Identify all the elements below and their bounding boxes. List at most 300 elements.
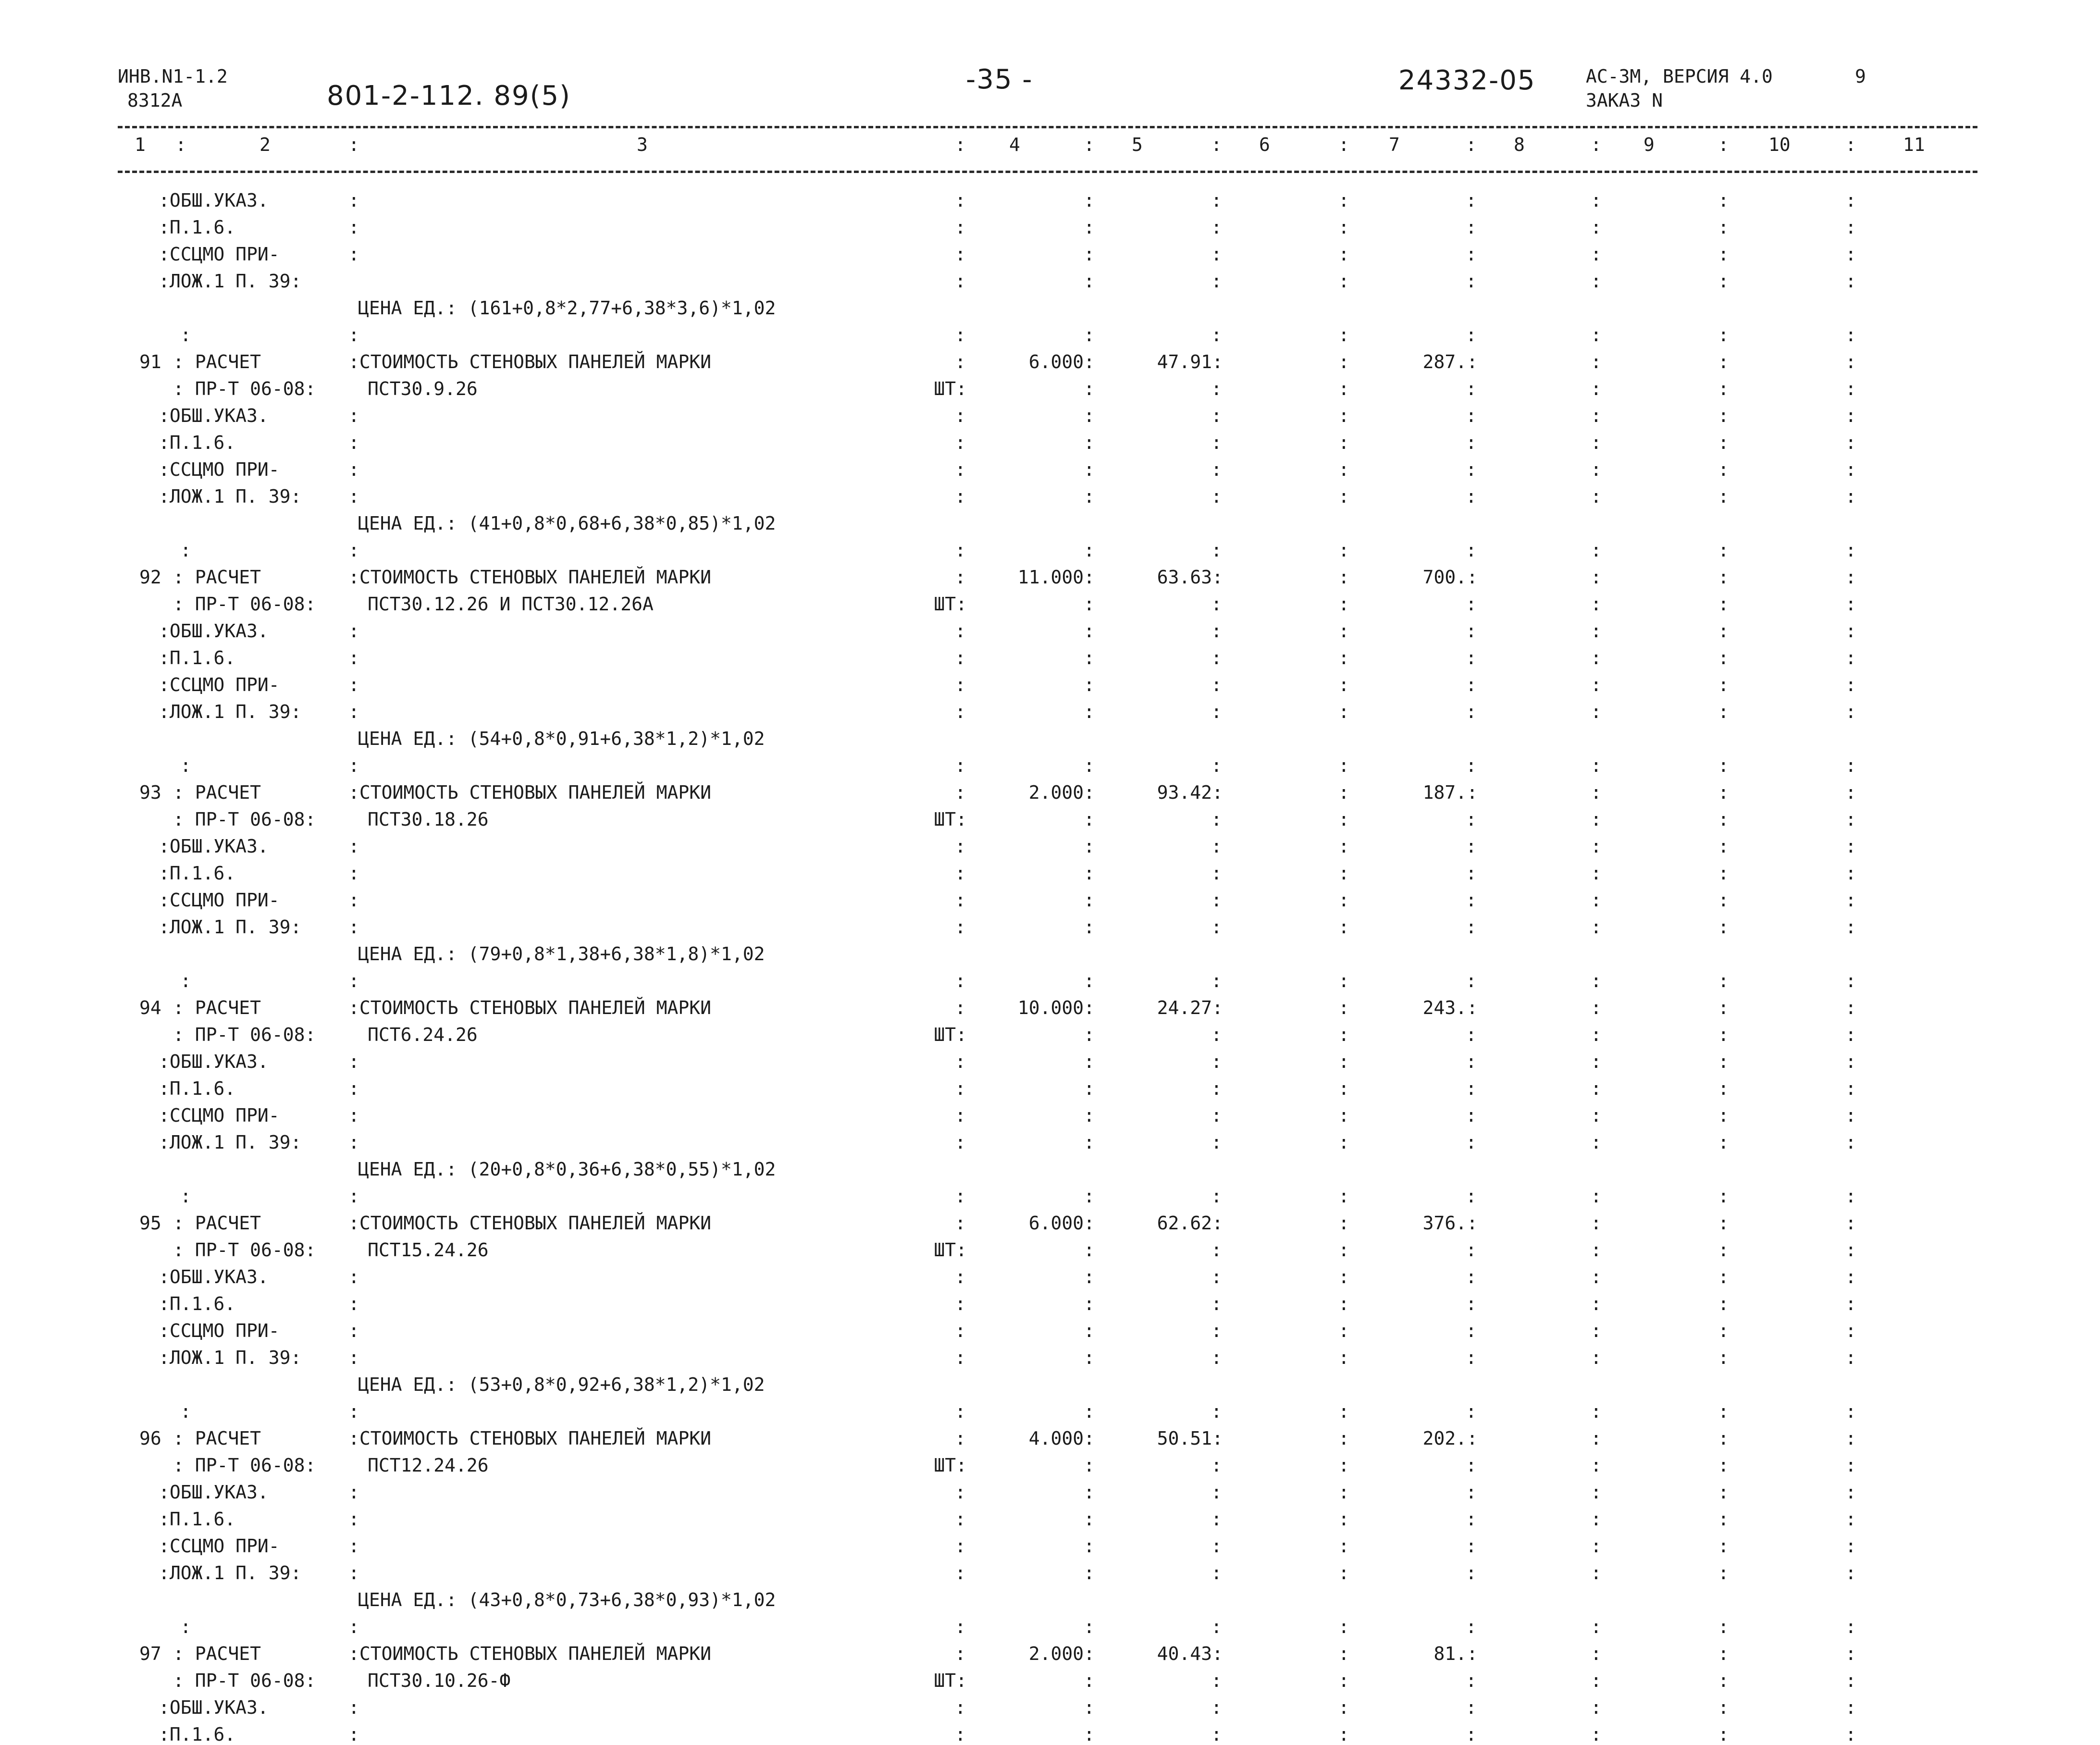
column-separator: :: [348, 217, 359, 238]
column-separator: :: [1084, 1562, 1095, 1584]
basis-reference: : РАСЧЕТ: [173, 1428, 261, 1449]
column-separator: :: [1211, 674, 1222, 695]
column-separator: :: [1591, 647, 1602, 668]
column-separator: :: [1084, 1535, 1095, 1557]
column-separator: :: [1211, 1320, 1222, 1341]
column-separator: :: [1718, 1105, 1729, 1126]
total-cost-value: 202.:: [1422, 1428, 1478, 1449]
column-separator: :: [1718, 916, 1729, 938]
column-separator: :: [1466, 1078, 1477, 1099]
column-separator: :: [1466, 134, 1477, 155]
column-separator: :: [1084, 647, 1095, 668]
column-number: 1: [135, 134, 146, 155]
unit-of-measure: ШТ:: [934, 1239, 967, 1261]
column-separator: :: [955, 190, 966, 211]
column-separator: :: [955, 1051, 966, 1072]
column-separator: :: [1466, 1670, 1477, 1691]
column-separator: :: [1718, 271, 1729, 292]
column-separator: :: [1591, 540, 1602, 561]
document-number: 24332-05: [1398, 65, 1536, 96]
column-separator: :: [1466, 1051, 1477, 1072]
column-separator: :: [1084, 1401, 1095, 1422]
column-separator: :: [1338, 674, 1349, 695]
column-separator: :: [1718, 432, 1729, 453]
column-separator: :: [1211, 701, 1222, 722]
column-separator: :: [955, 1643, 966, 1664]
column-separator: :: [1466, 1455, 1477, 1476]
panel-mark: ПСТ30.12.26 И ПСТ30.12.26А: [368, 594, 654, 615]
column-separator: :: [1591, 1186, 1602, 1207]
column-separator: :: [1211, 540, 1222, 561]
basis-reference: :ССЦМО ПРИ-: [159, 1535, 280, 1557]
column-separator: :: [1718, 997, 1729, 1018]
basis-reference: : РАСЧЕТ: [173, 997, 261, 1018]
column-separator: :: [1718, 647, 1729, 668]
column-separator: :: [1338, 1213, 1349, 1234]
column-separator: :: [955, 1186, 966, 1207]
basis-reference: :ОБШ.УКАЗ.: [159, 190, 269, 211]
column-separator: :: [1338, 1670, 1349, 1691]
column-separator: :: [1591, 1239, 1602, 1261]
unit-price-formula: ЦЕНА ЕД.: (20+0,8*0,36+6,38*0,55)*1,02: [358, 1159, 776, 1180]
total-cost-value: 700.:: [1422, 567, 1478, 588]
column-separator: :: [1718, 594, 1729, 615]
basis-reference: : ПР-Т 06-08:: [173, 594, 316, 615]
column-separator: :: [1211, 1239, 1222, 1261]
column-separator: :: [1084, 432, 1095, 453]
column-separator: :: [1718, 1535, 1729, 1557]
column-separator: :: [348, 1320, 359, 1341]
column-separator: :: [955, 1320, 966, 1341]
column-separator: :: [1718, 1670, 1729, 1691]
column-separator: :: [1591, 1616, 1602, 1637]
column-separator: :: [1718, 405, 1729, 426]
entry-description: :СТОИМОСТЬ СТЕНОВЫХ ПАНЕЛЕЙ МАРКИ: [348, 1428, 711, 1449]
column-separator: :: [348, 916, 359, 938]
total-cost-value: 287.:: [1422, 351, 1478, 372]
column-separator: :: [955, 1078, 966, 1099]
column-separator: :: [1718, 970, 1729, 991]
basis-reference: :ОБШ.УКАЗ.: [159, 1051, 269, 1072]
column-separator: :: [1466, 432, 1477, 453]
entry-description: :СТОИМОСТЬ СТЕНОВЫХ ПАНЕЛЕЙ МАРКИ: [348, 997, 711, 1018]
header-rule-bottom: [118, 171, 1977, 173]
column-separator: :: [1718, 1482, 1729, 1503]
column-separator: :: [1591, 1078, 1602, 1099]
column-separator: :: [1211, 809, 1222, 830]
column-separator: :: [348, 432, 359, 453]
column-separator: :: [1591, 1535, 1602, 1557]
column-separator: :: [1466, 809, 1477, 830]
unit-price-value: 93.42:: [1157, 782, 1223, 803]
column-separator: :: [1338, 405, 1349, 426]
unit-price-formula: ЦЕНА ЕД.: (41+0,8*0,68+6,38*0,85)*1,02: [358, 513, 776, 534]
column-separator: :: [1084, 1239, 1095, 1261]
column-separator: :: [1466, 1105, 1477, 1126]
column-separator: :: [955, 1347, 966, 1368]
column-separator: :: [1211, 1535, 1222, 1557]
column-separator: :: [1591, 405, 1602, 426]
column-separator: :: [1466, 1616, 1477, 1637]
column-separator: :: [1211, 271, 1222, 292]
column-separator: :: [1718, 1024, 1729, 1045]
unit-price-value: 24.27:: [1157, 997, 1223, 1018]
column-separator: :: [955, 836, 966, 857]
column-separator: :: [1338, 809, 1349, 830]
column-separator: :: [1718, 620, 1729, 642]
column-separator: :: [1591, 271, 1602, 292]
column-separator: :: [1338, 863, 1349, 884]
column-separator: :: [1084, 836, 1095, 857]
unit-of-measure: ШТ:: [934, 1670, 967, 1691]
basis-reference: :ССЦМО ПРИ-: [159, 1105, 280, 1126]
column-number: 4: [1009, 134, 1020, 155]
column-separator: :: [1466, 1293, 1477, 1314]
column-separator: :: [955, 1293, 966, 1314]
column-separator: :: [1466, 1239, 1477, 1261]
column-separator: :: [1211, 486, 1222, 507]
column-separator: :: [1718, 1293, 1729, 1314]
program-version: АС-3М, ВЕРСИЯ 4.0: [1586, 66, 1773, 87]
column-separator: :: [1845, 134, 1856, 155]
column-separator: :: [1591, 134, 1602, 155]
column-separator: :: [1845, 594, 1856, 615]
column-separator: :: [1466, 486, 1477, 507]
column-separator: :: [1338, 1051, 1349, 1072]
column-separator: :: [1845, 890, 1856, 911]
column-separator: :: [348, 540, 359, 561]
unit-price-formula: ЦЕНА ЕД.: (54+0,8*0,91+6,38*1,2)*1,02: [358, 728, 765, 749]
column-separator: :: [348, 324, 359, 346]
column-separator: :: [1466, 405, 1477, 426]
column-separator: :: [1591, 486, 1602, 507]
column-separator: :: [1718, 1428, 1729, 1449]
quantity-value: 2.000:: [1028, 1643, 1095, 1664]
column-separator: :: [955, 701, 966, 722]
column-separator: :: [1338, 1428, 1349, 1449]
column-separator: :: [1466, 271, 1477, 292]
column-separator: :: [1845, 620, 1856, 642]
column-separator: :: [1211, 1051, 1222, 1072]
column-separator: :: [1845, 271, 1856, 292]
entry-number: 97: [139, 1643, 161, 1664]
column-separator: :: [1718, 701, 1729, 722]
column-number: 2: [259, 134, 271, 155]
column-number: 5: [1132, 134, 1143, 155]
column-separator: :: [1338, 594, 1349, 615]
column-separator: :: [1084, 1670, 1095, 1691]
column-separator: :: [1591, 674, 1602, 695]
column-separator: :: [1211, 1455, 1222, 1476]
column-separator: :: [348, 244, 359, 265]
column-separator: :: [955, 1509, 966, 1530]
column-separator: :: [1211, 863, 1222, 884]
column-separator: :: [1466, 1509, 1477, 1530]
column-separator: :: [1338, 782, 1349, 803]
column-separator: :: [348, 1105, 359, 1126]
column-separator: :: [348, 1697, 359, 1718]
column-separator: :: [1084, 217, 1095, 238]
column-separator: :: [1211, 1616, 1222, 1637]
quantity-value: 2.000:: [1028, 782, 1095, 803]
basis-reference: :ОБШ.УКАЗ.: [159, 1482, 269, 1503]
column-separator: :: [1845, 647, 1856, 668]
column-separator: :: [1211, 217, 1222, 238]
column-separator: :: [1845, 1266, 1856, 1287]
quantity-value: 4.000:: [1028, 1428, 1095, 1449]
column-separator: :: [1718, 1078, 1729, 1099]
column-separator: :: [1845, 405, 1856, 426]
column-separator: :: [1845, 244, 1856, 265]
column-separator: :: [955, 432, 966, 453]
column-separator: :: [348, 1051, 359, 1072]
column-separator: :: [955, 1105, 966, 1126]
column-separator: :: [1845, 1213, 1856, 1234]
column-separator: :: [348, 190, 359, 211]
column-separator: :: [1845, 1643, 1856, 1664]
unit-price-value: 47.91:: [1157, 351, 1223, 372]
column-separator: :: [348, 970, 359, 991]
column-number: 6: [1259, 134, 1270, 155]
column-separator: :: [1211, 970, 1222, 991]
basis-reference: : ПР-Т 06-08:: [173, 378, 316, 399]
entry-number: 93: [139, 782, 161, 803]
column-separator: :: [955, 324, 966, 346]
column-separator: :: [175, 134, 186, 155]
column-separator: :: [1338, 1643, 1349, 1664]
column-separator: :: [1084, 809, 1095, 830]
column-separator: :: [1211, 1670, 1222, 1691]
column-separator: :: [1591, 432, 1602, 453]
column-separator: :: [1466, 863, 1477, 884]
panel-mark: ПСТ30.9.26: [368, 378, 478, 399]
column-separator: :: [1338, 755, 1349, 776]
column-separator: :: [1211, 1562, 1222, 1584]
column-separator: :: [1084, 890, 1095, 911]
unit-of-measure: ШТ:: [934, 809, 967, 830]
column-separator: :: [1718, 674, 1729, 695]
column-separator: :: [1845, 1186, 1856, 1207]
column-separator: :: [1084, 405, 1095, 426]
column-separator: :: [1338, 701, 1349, 722]
column-separator: :: [1211, 244, 1222, 265]
column-separator: :: [1845, 459, 1856, 480]
column-separator: :: [955, 620, 966, 642]
column-separator: :: [1845, 1401, 1856, 1422]
column-separator: :: [1211, 1724, 1222, 1745]
column-number: 10: [1768, 134, 1791, 155]
column-separator: :: [1845, 1724, 1856, 1745]
column-separator: :: [348, 1562, 359, 1584]
column-separator: :: [1718, 782, 1729, 803]
column-separator: :: [1718, 863, 1729, 884]
column-separator: :: [180, 755, 191, 776]
column-separator: :: [1845, 567, 1856, 588]
column-separator: :: [1084, 916, 1095, 938]
column-separator: :: [1338, 459, 1349, 480]
column-separator: :: [1718, 190, 1729, 211]
quantity-value: 6.000:: [1028, 1213, 1095, 1234]
column-separator: :: [1338, 620, 1349, 642]
column-separator: :: [1466, 1562, 1477, 1584]
column-separator: :: [955, 1213, 966, 1234]
column-separator: :: [1718, 1724, 1729, 1745]
column-separator: :: [1718, 1697, 1729, 1718]
column-separator: :: [348, 1401, 359, 1422]
column-separator: :: [1338, 324, 1349, 346]
basis-reference: : РАСЧЕТ: [173, 1643, 261, 1664]
basis-reference: :ССЦМО ПРИ-: [159, 890, 280, 911]
column-separator: :: [1466, 1320, 1477, 1341]
column-separator: :: [1845, 674, 1856, 695]
basis-reference: :П.1.6.: [159, 863, 236, 884]
column-separator: :: [955, 1401, 966, 1422]
column-separator: :: [955, 351, 966, 372]
column-separator: :: [348, 459, 359, 480]
column-separator: :: [1338, 432, 1349, 453]
column-separator: :: [1718, 486, 1729, 507]
column-separator: :: [1845, 997, 1856, 1018]
column-separator: :: [1338, 486, 1349, 507]
column-separator: :: [1084, 190, 1095, 211]
column-separator: :: [1211, 1401, 1222, 1422]
entry-number: 91: [139, 351, 161, 372]
column-separator: :: [1338, 916, 1349, 938]
column-separator: :: [1845, 1697, 1856, 1718]
column-separator: :: [955, 916, 966, 938]
column-separator: :: [1845, 782, 1856, 803]
column-separator: :: [1845, 1078, 1856, 1099]
column-separator: :: [1718, 1320, 1729, 1341]
column-separator: :: [348, 620, 359, 642]
column-separator: :: [1211, 1293, 1222, 1314]
column-separator: :: [1466, 1535, 1477, 1557]
column-separator: :: [1211, 755, 1222, 776]
column-separator: :: [1845, 1320, 1856, 1341]
column-separator: :: [1591, 1455, 1602, 1476]
column-separator: :: [955, 271, 966, 292]
column-separator: :: [348, 1293, 359, 1314]
column-separator: :: [1591, 1213, 1602, 1234]
column-separator: :: [1338, 1482, 1349, 1503]
basis-reference: :ЛОЖ.1 П. 39:: [159, 1347, 302, 1368]
quantity-value: 11.000:: [1017, 567, 1095, 588]
column-separator: :: [348, 1482, 359, 1503]
column-separator: :: [1845, 755, 1856, 776]
column-separator: :: [1466, 1024, 1477, 1045]
column-separator: :: [180, 1401, 191, 1422]
column-separator: :: [348, 890, 359, 911]
column-separator: :: [1338, 1105, 1349, 1126]
column-separator: :: [1466, 755, 1477, 776]
column-separator: :: [1211, 432, 1222, 453]
basis-reference: :ССЦМО ПРИ-: [159, 459, 280, 480]
column-separator: :: [1338, 244, 1349, 265]
column-separator: :: [1591, 567, 1602, 588]
column-separator: :: [1718, 1455, 1729, 1476]
project-code: 801-2-112. 89(5): [327, 80, 571, 111]
column-separator: :: [1466, 1266, 1477, 1287]
quantity-value: 10.000:: [1017, 997, 1095, 1018]
column-separator: :: [1338, 1239, 1349, 1261]
inventory-number: ИНВ.N1-1.2: [118, 66, 228, 87]
column-separator: :: [1591, 755, 1602, 776]
column-separator: :: [1718, 1186, 1729, 1207]
column-separator: :: [955, 244, 966, 265]
column-separator: :: [1718, 567, 1729, 588]
column-separator: :: [348, 1078, 359, 1099]
basis-reference: :П.1.6.: [159, 1724, 236, 1745]
panel-mark: ПСТ6.24.26: [368, 1024, 478, 1045]
column-separator: :: [1338, 1347, 1349, 1368]
basis-reference: :ОБШ.УКАЗ.: [159, 405, 269, 426]
column-separator: :: [348, 1347, 359, 1368]
basis-reference: : РАСЧЕТ: [173, 351, 261, 372]
column-separator: :: [1591, 1320, 1602, 1341]
column-separator: :: [1084, 1724, 1095, 1745]
column-separator: :: [955, 1266, 966, 1287]
column-separator: :: [1845, 217, 1856, 238]
entry-description: :СТОИМОСТЬ СТЕНОВЫХ ПАНЕЛЕЙ МАРКИ: [348, 351, 711, 372]
entry-number: 96: [139, 1428, 161, 1449]
column-separator: :: [1591, 809, 1602, 830]
column-separator: :: [1211, 1078, 1222, 1099]
column-separator: :: [1084, 1266, 1095, 1287]
column-separator: :: [348, 701, 359, 722]
column-separator: :: [1845, 1562, 1856, 1584]
column-separator: :: [1211, 594, 1222, 615]
column-separator: :: [1084, 1455, 1095, 1476]
column-separator: :: [1845, 916, 1856, 938]
column-separator: :: [1591, 701, 1602, 722]
column-separator: :: [348, 863, 359, 884]
column-number: 3: [637, 134, 648, 155]
column-separator: :: [955, 540, 966, 561]
column-separator: :: [1718, 459, 1729, 480]
column-separator: :: [1591, 1670, 1602, 1691]
column-separator: :: [1084, 324, 1095, 346]
column-separator: :: [955, 486, 966, 507]
column-separator: :: [1338, 1509, 1349, 1530]
column-separator: :: [348, 647, 359, 668]
column-separator: :: [348, 755, 359, 776]
total-cost-value: 81.:: [1433, 1643, 1478, 1664]
total-cost-value: 376.:: [1422, 1213, 1478, 1234]
column-separator: :: [1466, 1724, 1477, 1745]
column-separator: :: [955, 674, 966, 695]
column-separator: :: [1338, 890, 1349, 911]
column-separator: :: [1591, 594, 1602, 615]
column-separator: :: [1466, 701, 1477, 722]
column-separator: :: [1084, 1293, 1095, 1314]
column-separator: :: [1591, 1724, 1602, 1745]
column-separator: :: [1338, 1293, 1349, 1314]
column-separator: :: [1084, 1132, 1095, 1153]
column-separator: :: [1211, 620, 1222, 642]
unit-price-value: 40.43:: [1157, 1643, 1223, 1664]
column-separator: :: [955, 217, 966, 238]
column-separator: :: [1845, 1670, 1856, 1691]
column-separator: :: [1591, 378, 1602, 399]
column-separator: :: [1845, 1509, 1856, 1530]
column-separator: :: [1084, 1078, 1095, 1099]
column-separator: :: [955, 459, 966, 480]
column-separator: :: [1591, 190, 1602, 211]
column-separator: :: [1338, 217, 1349, 238]
column-separator: :: [1211, 1266, 1222, 1287]
basis-reference: :ОБШ.УКАЗ.: [159, 620, 269, 642]
column-separator: :: [1845, 540, 1856, 561]
